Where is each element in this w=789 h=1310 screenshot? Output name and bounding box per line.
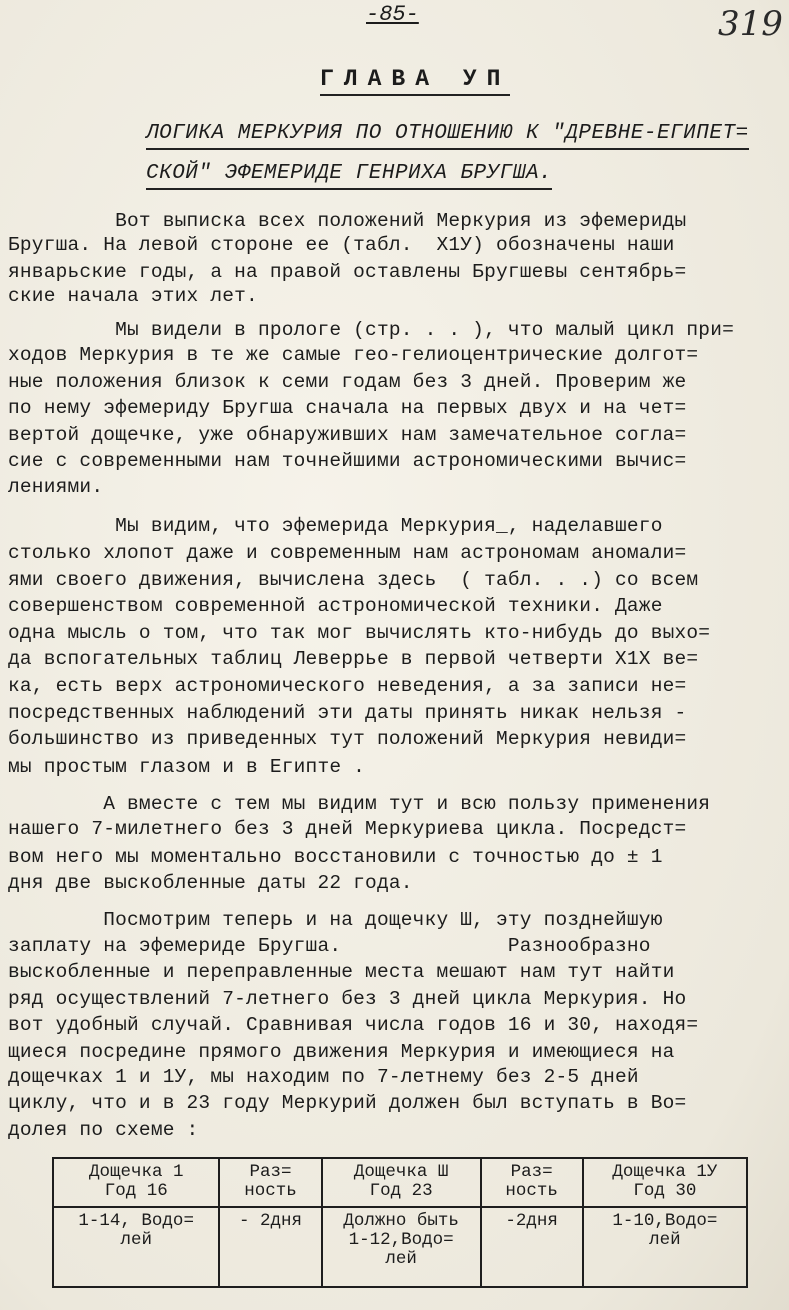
text-line: щиеся посредине прямого движения Меркурия и имеющиеся на — [8, 1041, 675, 1063]
text-line: посредственных наблюдений эти даты принять никак нельзя - — [8, 702, 687, 724]
cell-text: Дощечка 1 — [88, 1162, 184, 1182]
text-line: ряд осуществлений 7-летнего без 3 дней цикла Меркурия. Но — [8, 988, 687, 1010]
cell-text: Раз= — [249, 1162, 292, 1182]
text-line: Бругша. На левой стороне ее (табл. Х1У) обозначены наши — [8, 234, 675, 256]
text-line: одна мысль о том, что так мог вычислять кто-нибудь до выхо= — [8, 622, 711, 644]
text-line: Мы видели в прологе (стр. . . ), что малый цикл при= — [8, 319, 735, 341]
table-cell — [583, 1207, 747, 1287]
text-line: нашего 7-милетнего без 3 дней Меркуриева цикла. Посредст= — [8, 818, 687, 840]
table-header-row — [53, 1158, 747, 1207]
cell-text: 1-12,Водо= — [348, 1229, 454, 1250]
text-line: мы простым глазом и в Египте . — [8, 756, 366, 778]
text-line: циклу, что и в 23 году Меркурий должен был вступать в Во= — [8, 1092, 687, 1114]
title-line-1 — [146, 122, 749, 145]
text-line: ные положения близок к семи годам без 3 дней. Проверим же — [8, 371, 687, 393]
title-line-2 — [146, 162, 552, 185]
text-line: столько хлопот даже и современным нам астрономам аномали= — [8, 542, 687, 564]
text-line: по нему эфемериду Бругша сначала на первых двух и на чет= — [8, 397, 687, 419]
cell-text: -2дня — [505, 1210, 558, 1231]
text-line: выскобленные и переправленные места мешают нам тут найти — [8, 961, 675, 983]
schema-table — [52, 1157, 748, 1288]
table-header-cell — [53, 1158, 219, 1207]
cell-text: лей — [120, 1229, 152, 1250]
text-line: А вместе с тем мы видим тут и всю пользу применения — [8, 793, 711, 815]
text-line: ходов Меркурия в те же самые гео-гелиоцентрические долгот= — [8, 344, 699, 366]
cell-text: Год 30 — [633, 1181, 697, 1202]
text-line: долея по схеме : — [8, 1119, 199, 1141]
title-line-1-text: ЛОГИКА МЕРКУРИЯ ПО ОТНОШЕНИЮ К "ДРЕВНЕ-ЕГИПЕТ= — [146, 122, 749, 145]
text-line: Мы видим, что эфемерида Меркурия_, наделавшего — [8, 515, 663, 537]
chapter-heading: ГЛАВА УП — [320, 66, 510, 96]
text-line: Посмотрим теперь и на дощечку Ш, эту позднейшую — [8, 909, 663, 931]
text-line: заплату на эфемериде Бругша. Разнообразно — [8, 935, 651, 957]
table-header-cell — [219, 1158, 321, 1207]
cell-text: лей — [649, 1229, 681, 1250]
table-row — [53, 1207, 747, 1287]
cell-text: Дощечка 1У — [612, 1162, 718, 1182]
page-number: -85- — [366, 2, 419, 27]
text-line: дощечках 1 и 1У, мы находим по 7-летнему без 2-5 дней — [8, 1066, 639, 1088]
text-line: большинство из приведенных тут положений Меркурия невиди= — [8, 728, 687, 750]
text-line: ские начала этих лет. — [8, 285, 258, 307]
text-line: дня две выскобленные даты 22 года. — [8, 872, 413, 894]
table-header-cell — [322, 1158, 481, 1207]
cell-text: 1-10,Водо= — [612, 1210, 718, 1231]
table-cell — [53, 1207, 219, 1287]
text-line: вертой дощечке, уже обнаруживших нам замечательное согла= — [8, 424, 687, 446]
folio-number: 319 — [718, 4, 783, 44]
text-line: вом него мы моментально восстановили с точностью до ± 1 — [8, 846, 663, 868]
text-line: лениями. — [8, 476, 104, 498]
title-line-2-text: СКОЙ" ЭФЕМЕРИДЕ ГЕНРИХА БРУГША. — [146, 162, 553, 185]
cell-text: Год 16 — [104, 1181, 168, 1202]
cell-text: ность — [505, 1181, 558, 1202]
cell-text: Дощечка Ш — [353, 1162, 449, 1182]
text-line: январьские годы, а на правой оставлены Бругшевы сентябрь= — [8, 261, 687, 283]
text-line: вот удобный случай. Сравнивая числа годов 16 и 30, находя= — [8, 1014, 699, 1036]
table-cell — [219, 1207, 321, 1287]
text-line: совершенством современной астрономической техники. Даже — [8, 595, 663, 617]
cell-text: Раз= — [510, 1162, 553, 1182]
text-line: сие с современными нам точнейшими астрономическими вычис= — [8, 450, 687, 472]
cell-text: лей — [385, 1249, 417, 1269]
text-line: ями своего движения, вычислена здесь ( табл. . .) со всем — [8, 569, 699, 591]
cell-text: ность — [244, 1181, 297, 1202]
table-cell — [481, 1207, 583, 1287]
text-line: ка, есть верх астрономического неведения, а за записи не= — [8, 675, 687, 697]
table-cell — [322, 1207, 481, 1287]
cell-text: 1-14, Водо= — [78, 1210, 194, 1231]
cell-text: Должно быть — [343, 1210, 459, 1231]
table-header-cell — [583, 1158, 747, 1207]
cell-text: Год 23 — [369, 1181, 433, 1202]
text-line: да вспогательных таблиц Леверрье в первой четверти Х1Х ве= — [8, 648, 699, 670]
text-line: Вот выписка всех положений Меркурия из эфемериды — [8, 210, 687, 232]
table-header-cell — [481, 1158, 583, 1207]
cell-text: - 2дня — [239, 1210, 303, 1231]
